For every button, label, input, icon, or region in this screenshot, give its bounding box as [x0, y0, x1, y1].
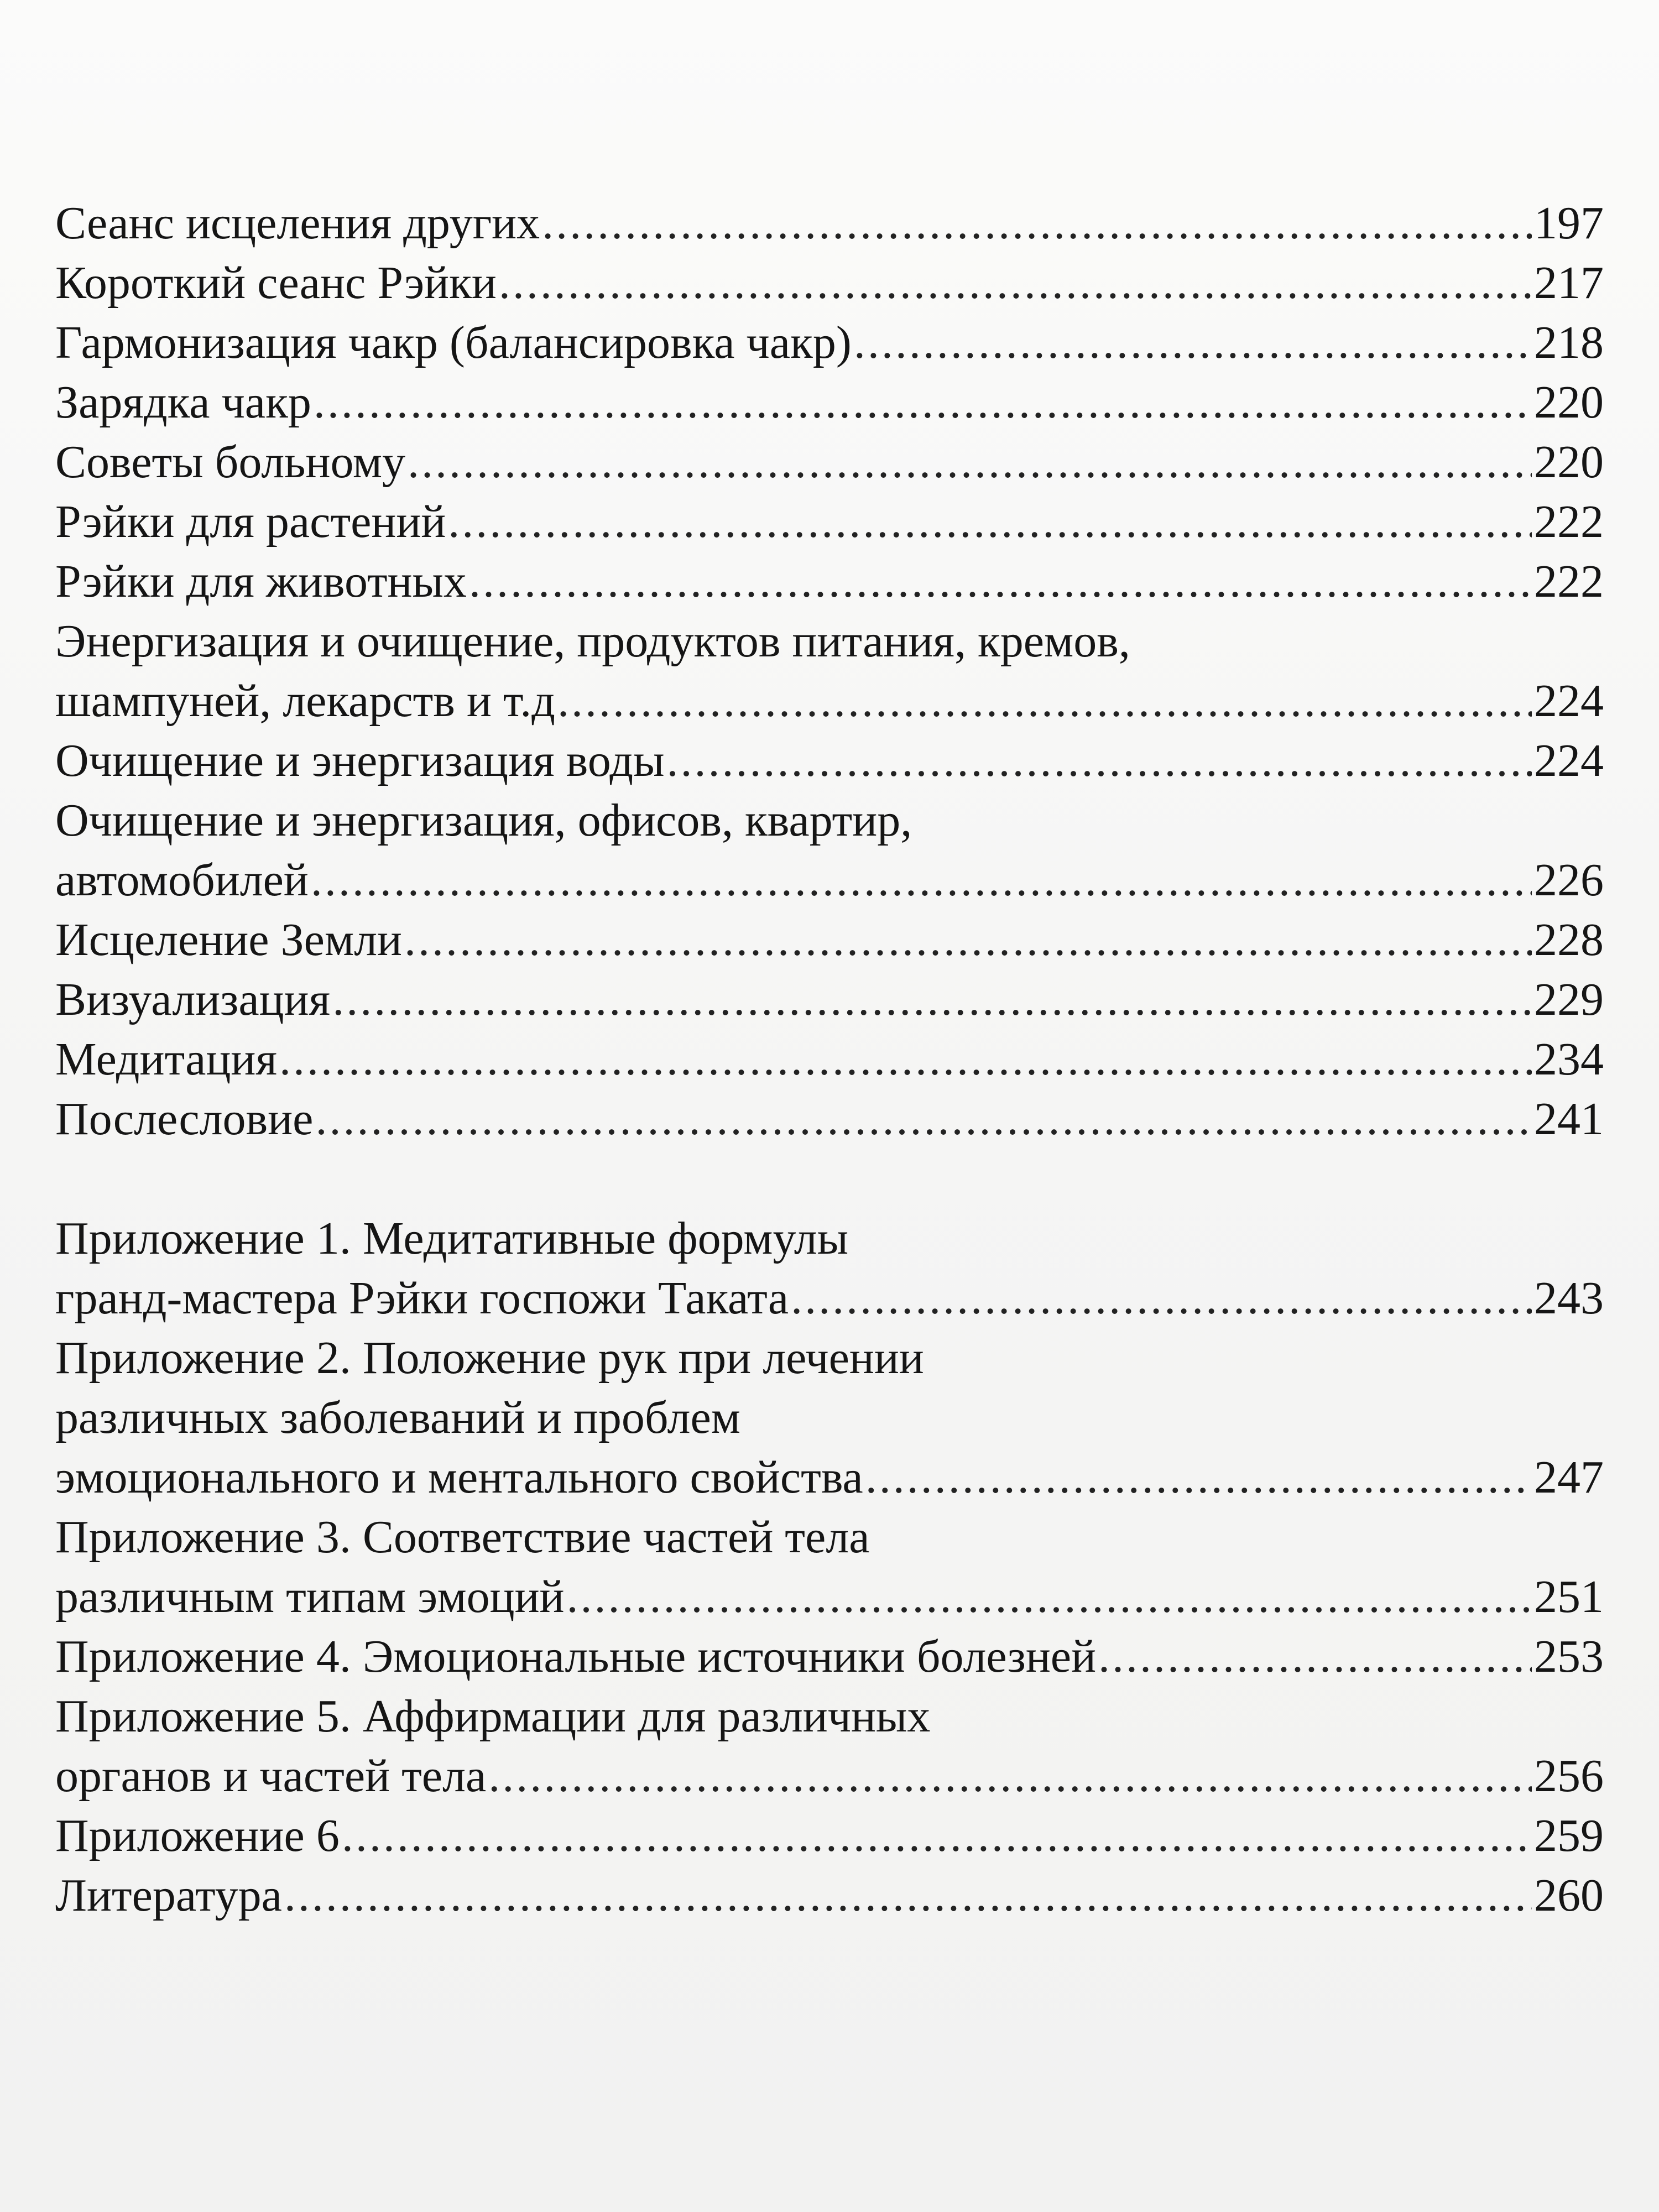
- toc-entry-title-line: Очищение и энергизация, офисов, квартир,: [55, 795, 912, 846]
- dot-leader: [311, 851, 1532, 910]
- toc-entry: [55, 1030, 1604, 1089]
- toc-entry-title-line: Приложение 3. Соответствие частей тела: [55, 1511, 870, 1563]
- toc-page-number: 217: [1534, 257, 1604, 309]
- toc-entry-last-line: [55, 1866, 1604, 1926]
- toc-entry-last-line: [55, 970, 1604, 1030]
- toc-entry: [55, 1328, 1604, 1507]
- toc-entry: [55, 373, 1604, 432]
- toc-entry-last-line: [55, 313, 1604, 373]
- toc-entry-title-line: Исцеление Земли: [55, 914, 402, 966]
- toc-entry: [55, 1687, 1604, 1806]
- toc-page-number: 243: [1534, 1272, 1604, 1324]
- toc-entry-title-line: Приложение 4. Эмоциональные источники болезней: [55, 1631, 1097, 1682]
- dot-leader: [342, 1806, 1532, 1866]
- dot-leader: [279, 1030, 1532, 1089]
- toc-entry: [55, 612, 1604, 731]
- toc-entry: [55, 731, 1604, 791]
- toc-entry: [55, 1507, 1604, 1627]
- toc-entry-title-line: органов и частей тела: [55, 1750, 487, 1802]
- toc-entry-last-line: [55, 1567, 1604, 1627]
- toc-entry-title-line: Советы больному: [55, 436, 405, 488]
- toc-entry-title-line: Рэйки для растений: [55, 496, 446, 547]
- dot-leader: [499, 253, 1532, 313]
- dot-leader: [567, 1567, 1532, 1627]
- toc-entry-title-line: Послесловие: [55, 1093, 314, 1145]
- toc-entry: [55, 253, 1604, 313]
- dot-leader: [314, 373, 1532, 432]
- table-of-contents: [55, 194, 1604, 1926]
- toc-entry-title-line: Визуализация: [55, 974, 331, 1025]
- toc-entry-last-line: [55, 671, 1604, 731]
- toc-appendix-entries: [55, 1209, 1604, 1926]
- dot-leader: [667, 731, 1532, 791]
- toc-entry: [55, 313, 1604, 373]
- toc-entry-last-line: [55, 253, 1604, 313]
- toc-entry-last-line: [55, 1030, 1604, 1089]
- toc-entry-title-line: различным типам эмоций: [55, 1571, 565, 1623]
- toc-page-number: 234: [1534, 1034, 1604, 1085]
- toc-entry-title-line: Приложение 5. Аффирмации для различных: [55, 1691, 931, 1742]
- dot-leader: [1098, 1627, 1532, 1687]
- toc-entry: [55, 1089, 1604, 1149]
- toc-entry-last-line: [55, 552, 1604, 612]
- dot-leader: [315, 1089, 1532, 1149]
- toc-entry-title-line: Приложение 1. Медитативные формулы: [55, 1213, 849, 1264]
- toc-entry-last-line: [55, 194, 1604, 253]
- toc-entry-last-line: [55, 1089, 1604, 1149]
- dot-leader: [284, 1866, 1532, 1926]
- toc-page-number: 228: [1534, 914, 1604, 966]
- dot-leader: [448, 492, 1532, 552]
- toc-page-number: 220: [1534, 377, 1604, 428]
- toc-entry-title-line: Приложение 2. Положение рук при лечении: [55, 1332, 924, 1384]
- toc-entry: [55, 970, 1604, 1030]
- toc-entry-last-line: [55, 1806, 1604, 1866]
- toc-page-number: 256: [1534, 1750, 1604, 1802]
- toc-entry-title-line: Сеанс исцеления других: [55, 197, 540, 249]
- toc-entry-title-line: автомобилей: [55, 854, 309, 906]
- toc-entry-last-line: [55, 1269, 1604, 1328]
- toc-page-number: 218: [1534, 317, 1604, 368]
- dot-leader: [542, 194, 1532, 253]
- toc-entry-last-line: [55, 1448, 1604, 1507]
- toc-page-number: 224: [1534, 735, 1604, 786]
- toc-entry-title-line: различных заболеваний и проблем: [55, 1392, 740, 1443]
- toc-entry: [55, 1627, 1604, 1687]
- toc-page-number: 229: [1534, 974, 1604, 1025]
- dot-leader: [854, 313, 1532, 373]
- dot-leader: [488, 1746, 1532, 1806]
- toc-entry-last-line: [55, 910, 1604, 970]
- toc-entry: [55, 791, 1604, 910]
- toc-page-number: 260: [1534, 1870, 1604, 1921]
- toc-entry-title-line: Приложение 6: [55, 1810, 340, 1861]
- toc-entry-title-line: гранд-мастера Рэйки госпожи Таката: [55, 1272, 789, 1324]
- toc-main-entries: [55, 194, 1604, 1149]
- dot-leader: [865, 1448, 1532, 1507]
- section-gap: [55, 1149, 1604, 1209]
- toc-entry-title-line: шампуней, лекарств и т.д: [55, 675, 556, 727]
- toc-entry-title-line: Гармонизация чакр (балансировка чакр): [55, 317, 852, 368]
- toc-entry-title-line: Литература: [55, 1870, 282, 1921]
- toc-entry: [55, 1209, 1604, 1328]
- toc-entry-title-line: Рэйки для животных: [55, 556, 467, 607]
- dot-leader: [408, 432, 1532, 492]
- toc-page-number: 253: [1534, 1631, 1604, 1682]
- toc-entry-last-line: [55, 492, 1604, 552]
- dot-leader: [404, 910, 1532, 970]
- toc-entry: [55, 1866, 1604, 1926]
- toc-entry-title-line: Энергизация и очищение, продуктов питания, кремов,: [55, 615, 1130, 667]
- toc-page-number: 197: [1534, 197, 1604, 249]
- toc-entry-title-line: Медитация: [55, 1034, 278, 1085]
- dot-leader: [469, 552, 1532, 612]
- toc-page-number: 220: [1534, 436, 1604, 488]
- toc-entry: [55, 432, 1604, 492]
- toc-page-number: 247: [1534, 1452, 1604, 1503]
- toc-entry-last-line: [55, 432, 1604, 492]
- toc-entry: [55, 1806, 1604, 1866]
- toc-entry-last-line: [55, 731, 1604, 791]
- dot-leader: [791, 1269, 1532, 1328]
- toc-entry-title-line: Зарядка чакр: [55, 377, 311, 428]
- toc-page-number: 226: [1534, 854, 1604, 906]
- toc-page-number: 259: [1534, 1810, 1604, 1861]
- toc-page-number: 224: [1534, 675, 1604, 727]
- toc-entry-last-line: [55, 1627, 1604, 1687]
- dot-leader: [332, 970, 1532, 1030]
- toc-entry-last-line: [55, 373, 1604, 432]
- toc-page-number: 222: [1534, 496, 1604, 547]
- toc-page-number: 241: [1534, 1093, 1604, 1145]
- toc-entry-last-line: [55, 1746, 1604, 1806]
- toc-entry-title-line: эмоционального и ментального свойства: [55, 1452, 863, 1503]
- toc-entry-title-line: Короткий сеанс Рэйки: [55, 257, 497, 309]
- toc-page-number: 222: [1534, 556, 1604, 607]
- toc-entry: [55, 552, 1604, 612]
- toc-entry: [55, 910, 1604, 970]
- dot-leader: [557, 671, 1532, 731]
- toc-entry-title-line: Очищение и энергизация воды: [55, 735, 665, 786]
- toc-page-number: 251: [1534, 1571, 1604, 1623]
- toc-entry-last-line: [55, 851, 1604, 910]
- toc-entry: [55, 194, 1604, 253]
- toc-entry: [55, 492, 1604, 552]
